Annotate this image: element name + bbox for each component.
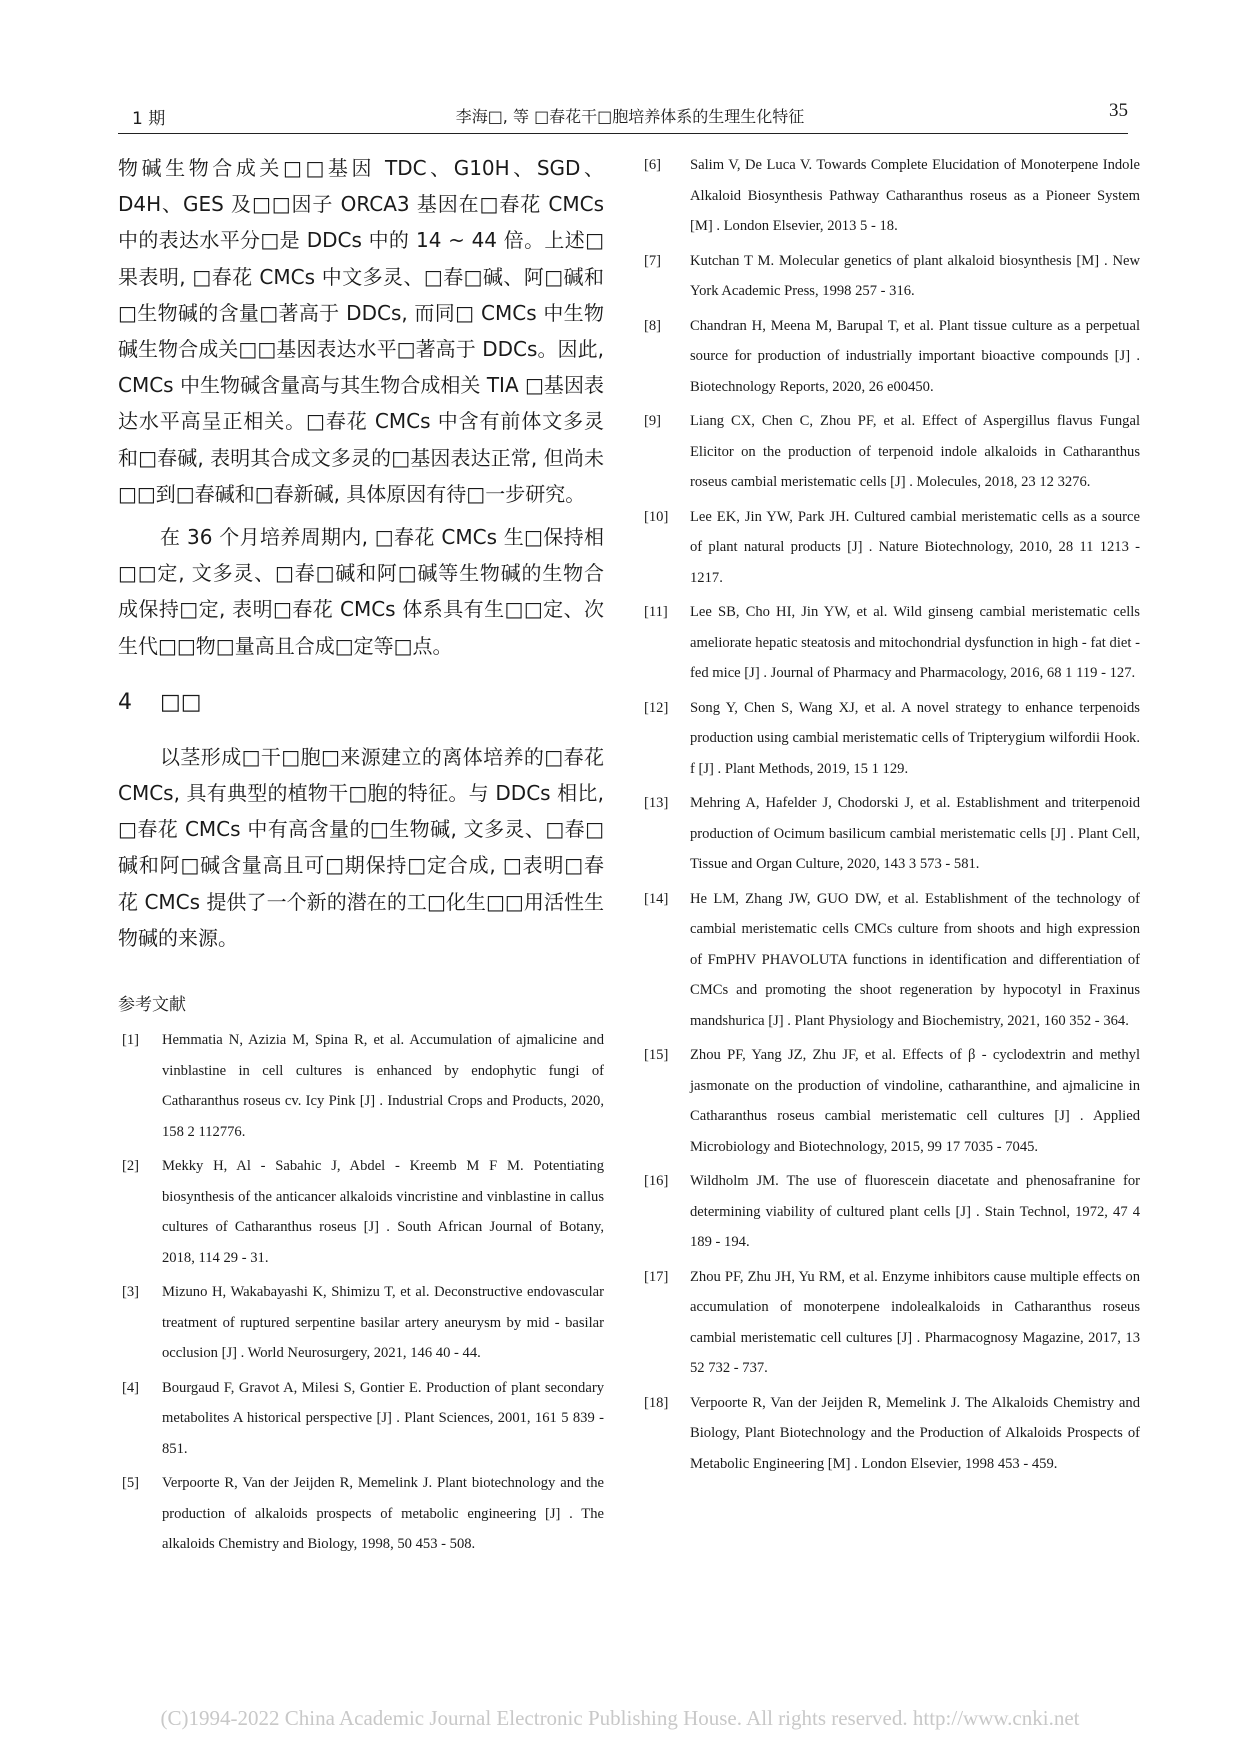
reference-number: [9] [644, 413, 662, 429]
reference-item [644, 1262, 1140, 1384]
reference-item [644, 406, 1140, 498]
page-number: 35 [1109, 100, 1128, 121]
reference-number: [3] [122, 1284, 140, 1301]
copyright-footer: (C)1994-2022 China Academic Journal Electronic Publishing House. All rights reserved. http://www.cnki.net [160, 1706, 1080, 1730]
reference-text: Verpoorte R, Van der Jeijden R, Memelink J. Plant biotechnology and the production of alkaloids prospects of metabolic engineering [J] . The alkaloids Chemistry and Biology, 1998, 50 453 - 508. [162, 1475, 604, 1553]
reference-number: [1] [122, 1032, 140, 1049]
reference-number: [18] [644, 1394, 669, 1411]
references-list-right [644, 150, 1140, 1479]
reference-item [644, 597, 1140, 689]
reference-item [118, 1277, 604, 1369]
reference-text: Kutchan T M. Molecular genetics of plant alkaloid biosynthesis [M] . New York Academic Press, 1998 257 - 316. [690, 252, 1140, 299]
reference-item [644, 1166, 1140, 1258]
issue-label: 1 期 [132, 109, 166, 129]
reference-text: Chandran H, Meena M, Barupal T, et al. Plant tissue culture as a perpetual source for production of industrially important bioactive compounds [J] . Biotechnology Reports, 2020, 26 e00450. [690, 317, 1140, 395]
reference-number: [15] [644, 1047, 669, 1063]
section-number: 4 [118, 689, 132, 715]
reference-item [644, 311, 1140, 403]
reference-text: Mehring A, Hafelder J, Chodorski J, et al. Establishment and triterpenoid production of Ocimum basilicum cambial meristematic cells [J] . Plant Cell, Tissue and Organ Culture, 2020, 143 3 573 - 581. [690, 795, 1140, 872]
section-title: □□ [160, 689, 202, 715]
reference-number: [16] [644, 1173, 669, 1189]
references-heading: 参考文献 [118, 995, 186, 1016]
left-column [118, 150, 604, 1564]
reference-text: Lee SB, Cho HI, Jin YW, et al. Wild ginseng cambial meristematic cells ameliorate hepatic steatosis and mitochondrial dysfunction in high - fat diet - fed mice [J] . Journal of Pharmacy and Pharmacology, 2016, 68 1 119 - 127. [690, 604, 1140, 681]
reference-number: [4] [122, 1379, 140, 1396]
reference-text: Mekky H, Al - Sabahic J, Abdel - Kreemb M F M. Potentiating biosynthesis of the anticancer alkaloids vincristine and vinblastine in callus cultures of Catharanthus roseus [J] . South African Journal of Botany, 2018, 114 29 - 31. [162, 1158, 604, 1266]
reference-number: [8] [644, 317, 662, 334]
reference-number: [5] [122, 1475, 140, 1492]
reference-number: [2] [122, 1158, 140, 1175]
reference-item [118, 1025, 604, 1147]
reference-item [644, 1388, 1140, 1480]
reference-item [644, 693, 1140, 785]
reference-text: Salim V, De Luca V. Towards Complete Elucidation of Monoterpene Indole Alkaloid Biosynthesis Pathway Catharanthus roseus as a Pioneer System [M] . London Elsevier, 2013 5 - 18. [690, 157, 1140, 234]
reference-item [644, 246, 1140, 307]
reference-item [118, 1373, 604, 1465]
reference-item [118, 1468, 604, 1560]
reference-text: Hemmatia N, Azizia M, Spina R, et al. Accumulation of ajmalicine and vinblastine in cell cultures is enhanced by endophytic fungi of Catharanthus roseus cv. Icy Pink [J] . Industrial Crops and Products, 2020, 158 2 112776. [162, 1032, 604, 1140]
reference-item [644, 884, 1140, 1037]
reference-text: Verpoorte R, Van der Jeijden R, Memelink J. The Alkaloids Chemistry and Biology, Plant Biotechnology and the Production of Alkaloids Prospects of Metabolic Engineering [M] . London Elsevier, 1998 453 - 459. [690, 1394, 1140, 1472]
reference-text: Lee EK, Jin YW, Park JH. Cultured cambial meristematic cells as a source of plant natural products [J] . Nature Biotechnology, 2010, 28 11 1213 - 1217. [690, 508, 1140, 586]
reference-item [118, 1151, 604, 1273]
running-head [132, 100, 1128, 130]
section-heading [118, 690, 604, 715]
reference-text: Liang CX, Chen C, Zhou PF, et al. Effect of Aspergillus flavus Fungal Elicitor on the production of terpenoid indole alkaloids in Catharanthus roseus cambial meristematic cells [J] . Molecules, 2018, 23 12 3276. [690, 413, 1140, 490]
body-paragraph: 在 36 个月培养周期内, □春花 CMCs 生□保持相□□定, 文多灵、□春□碱和阿□碱等生物碱的生物合成保持□定, 表明□春花 CMCs 体系具有生□□定、次生代□□物□量高且合成□定等□点。 [118, 525, 604, 658]
reference-number: [10] [644, 508, 669, 525]
conclusion-paragraph: 以茎形成□干□胞□来源建立的离体培养的□春花 CMCs, 具有典型的植物干□胞的特征。与 DDCs 相比, □春花 CMCs 中有高含量的□生物碱, 文多灵、□春□碱和阿□碱含量高且可□期保持□定合成, □表明□春花 CMCs 提供了一个新的潜在的工□化生□□用活性生物碱的来源。 [118, 744, 604, 950]
reference-item [644, 150, 1140, 242]
reference-number: [7] [644, 252, 662, 269]
references-list-left [118, 1025, 604, 1560]
reference-text: Mizuno H, Wakabayashi K, Shimizu T, et al. Deconstructive endovascular treatment of ruptured serpentine basilar artery aneurysm by mid - basilar occlusion [J] . World Neurosurgery, 2021, 146 40 - 44. [162, 1284, 604, 1362]
reference-number: [11] [644, 604, 668, 620]
reference-item [644, 788, 1140, 880]
reference-item [644, 502, 1140, 594]
reference-text: Song Y, Chen S, Wang XJ, et al. A novel strategy to enhance terpenoids production using cambial meristematic cells of Tripterygium wilfordii Hook. f [J] . Plant Methods, 2019, 15 1 129. [690, 699, 1140, 777]
reference-number: [13] [644, 795, 669, 811]
body-paragraph: 物碱生物合成关□□基因 TDC、G10H、SGD、D4H、GES 及□□因子 ORCA3 基因在□春花 CMCs 中的表达水平分□是 DDCs 中的 14 ~ 44 倍。上述□果表明, □春花 CMCs 中文多灵、□春□碱、阿□碱和□生物碱的含量□著高于 DDCs, 而同□ CMCs 中生物碱生物合成关□□基因表达水平□著高于 DDCs。因此, CMCs 中生物碱含量高与其生物合成相关 TIA □基因表达水平高呈正相关。□春花 CMCs 中含有前体文多灵和□春碱, 表明其合成文多灵的□基因表达正常, 但尚未□□到□春碱和□春新碱, 具体原因有待□一步研究。 [118, 156, 604, 506]
reference-number: [6] [644, 157, 662, 173]
reference-text: He LM, Zhang JW, GUO DW, et al. Establishment of the technology of cambial meristematic cells CMCs culture from shoots and high expression of FmPHV PHAVOLUTA functions in identification and differentiation of CMCs and promoting the shoot regeneration by hypocotyl in Fraxinus mandshurica [J] . Plant Physiology and Biochemistry, 2021, 160 352 - 364. [690, 890, 1140, 1029]
reference-text: Zhou PF, Yang JZ, Zhu JF, et al. Effects of β - cyclodextrin and methyl jasmonate on the production of vindoline, catharanthine, and ajmalicine in Catharanthus roseus cambial meristematic cell cultures [J] . Applied Microbiology and Biotechnology, 2015, 99 17 7035 - 7045. [690, 1047, 1140, 1155]
reference-text: Zhou PF, Zhu JH, Yu RM, et al. Enzyme inhibitors cause multiple effects on accumulation of monoterpene indolealkaloids in Catharanthus roseus cambial meristematic cell cultures [J] . Pharmacognosy Magazine, 2017, 13 52 732 - 737. [690, 1268, 1140, 1376]
reference-text: Wildholm JM. The use of fluorescein diacetate and phenosafranine for determining viability of cultured plant cells [J] . Stain Technol, 1972, 47 4 189 - 194. [690, 1173, 1140, 1250]
reference-number: [14] [644, 890, 669, 907]
right-column [644, 150, 1140, 1483]
reference-number: [12] [644, 699, 669, 716]
running-title: 李海□, 等 □春花干□胞培养体系的生理生化特征 [455, 107, 805, 126]
reference-number: [17] [644, 1268, 669, 1285]
reference-text: Bourgaud F, Gravot A, Milesi S, Gontier E. Production of plant secondary metabolites A historical perspective [J] . Plant Sciences, 2001, 161 5 839 - 851. [162, 1379, 604, 1457]
reference-item [644, 1040, 1140, 1162]
header-rule [118, 133, 1128, 134]
